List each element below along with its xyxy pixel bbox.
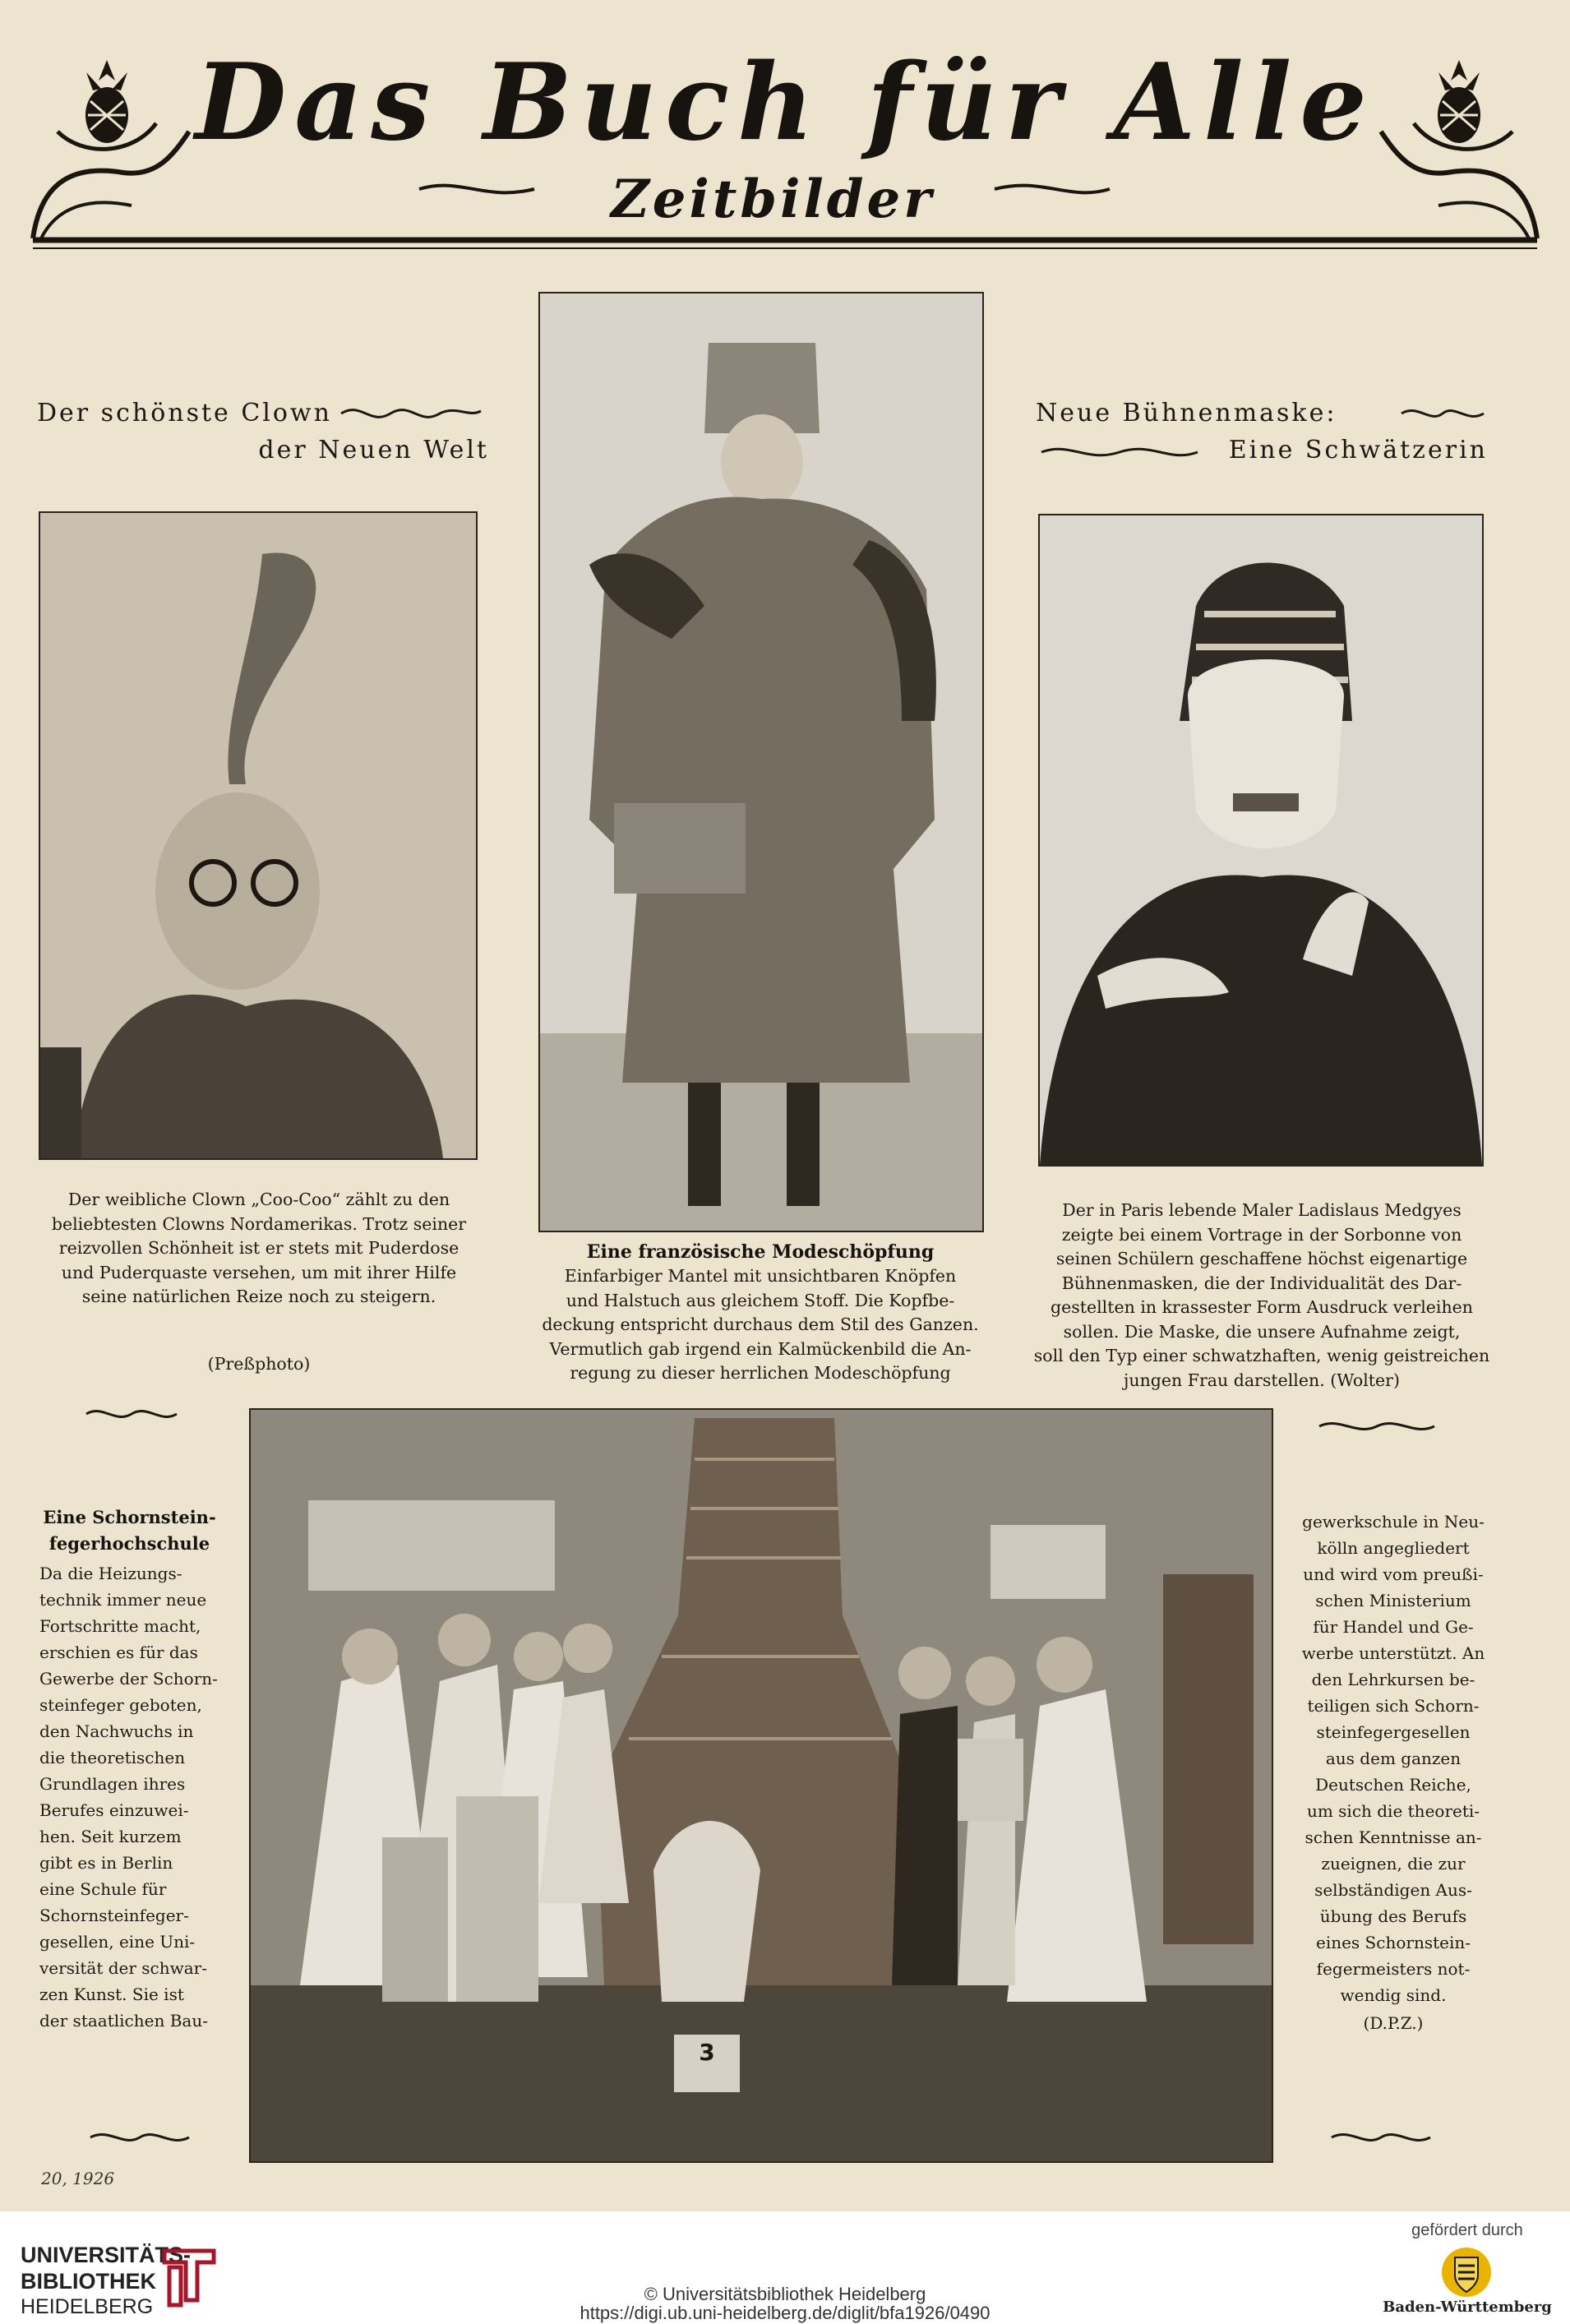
flourish-ornament <box>1328 2125 1434 2150</box>
clown-credit: (Preßphoto) <box>207 1354 311 1374</box>
school-credit: (D.P.Z.) <box>1363 2013 1424 2033</box>
bucket-number-label: 3 <box>699 2039 715 2066</box>
university-library-logo-icon <box>156 2243 222 2308</box>
state-name-text: Baden-Württemberg <box>1383 2299 1552 2316</box>
clown-caption: Der weibliche Clown „Coo-Coo“ zählt zu den beliebtesten Clowns Nordamerikas. Trotz seiner reizvollen Schönheit ist er stets mit Puderdose und Puderquaste versehen, um mit ihrer Hilfe seine natürlichen Reize noch zu steigern. <box>51 1190 467 1306</box>
school-right-column: gewerkschule in Neu- kölln angegliedert und wird vom preußi- schen Ministerium für Handel und Ge- werbe unterstützt. An den Lehrkursen be- teiligen sich Schorn- steinfegergesellen aus dem ganzen Deutschen Reiche, um sich die theoreti- schen Kenntnisse an- zueignen, die zur selbständigen Aus- übung des Berufs eines Schornstein- fegermeisters not- wendig sind. <box>1301 1512 1485 2005</box>
pineapple-ornament-left-icon <box>70 56 144 155</box>
copyright-text: © Universitätsbibliothek Heidelberg <box>644 2284 926 2304</box>
flourish-ornament <box>1037 440 1202 464</box>
issue-mark: 20, 1926 <box>41 2169 115 2188</box>
fashion-caption-title: Eine französische Modeschöpfung <box>586 1241 935 1263</box>
flourish-ornament <box>1397 401 1488 426</box>
school-left-column: Da die Heizungs- technik immer neue Fortschritte macht, erschien es für das Gewerbe der Schorn- steinfeger geboten, den Nachwuchs in die theoretischen Grundlagen ihres Berufes einzuwei- hen. Seit kurzem gibt es in Berlin eine Schule für Schornsteinfeger- gesellen, eine Uni- versität der schwar- zen Kunst. Sie ist der staatlichen Bau- <box>39 1564 218 2031</box>
clown-headline-line2: der Neuen Welt <box>258 436 489 464</box>
masthead-title: Das Buch für Alle <box>195 41 1375 164</box>
flourish-ornament <box>337 401 485 426</box>
school-headline: Eine Schornstein- fegerhochschule <box>43 1507 216 1554</box>
flourish-ornament <box>86 2125 193 2150</box>
masthead <box>25 33 1545 255</box>
pineapple-ornament-right-icon <box>1422 56 1496 155</box>
fashion-photo <box>538 292 984 1232</box>
library-name-line1: UNIVERSITÄTS- <box>21 2243 192 2267</box>
library-name-line3: HEIDELBERG <box>21 2295 154 2318</box>
masthead-subtitle: Zeitbilder <box>611 169 935 230</box>
flourish-ornament <box>82 1402 181 1426</box>
mask-caption: Der in Paris lebende Maler Ladislaus Medgyes zeigte bei einem Vortrage in der Sorbonne von seinen Schülern geschaffene höchst eigenartige Bühnenmasken, die der Individualität des Dar- gestellten in krassester Form Ausdruck verleihen sollen. Die Maske, die unsere Aufnahme zeigt, soll den Typ einer schwatzhaften, wenig geistreichen jungen Frau darstellen. (Wolter) <box>1033 1200 1490 1390</box>
clown-photo <box>39 511 478 1160</box>
clown-headline-line1: Der schönste Clown <box>37 399 332 427</box>
flourish-ornament <box>1315 1414 1438 1439</box>
mask-headline-line1: Neue Bühnenmaske: <box>1036 399 1337 427</box>
fashion-caption: Einfarbiger Mantel mit unsichtbaren Knöpfen und Halstuch aus gleichem Stoff. Die Kopfbe- deckung entspricht durchaus dem Stil des Ganzen. Vermutlich gab irgend ein Kalmückenbild die An- regung zu dieser herrlichen Modeschöpfung <box>542 1266 979 1383</box>
library-name-line2: BIBLIOTHEK <box>21 2269 156 2294</box>
state-coat-of-arms-icon <box>1440 2246 1493 2299</box>
mask-photo <box>1038 514 1484 1167</box>
chimney-school-photo <box>249 1408 1273 2163</box>
library-footer <box>0 2211 1570 2323</box>
funded-by-text: gefördert durch <box>1411 2221 1523 2239</box>
mask-headline-line2: Eine Schwätzerin <box>1228 436 1488 464</box>
document-url-link[interactable]: https://digi.ub.uni-heidelberg.de/diglit/bfa1926/0490 <box>580 2303 990 2323</box>
